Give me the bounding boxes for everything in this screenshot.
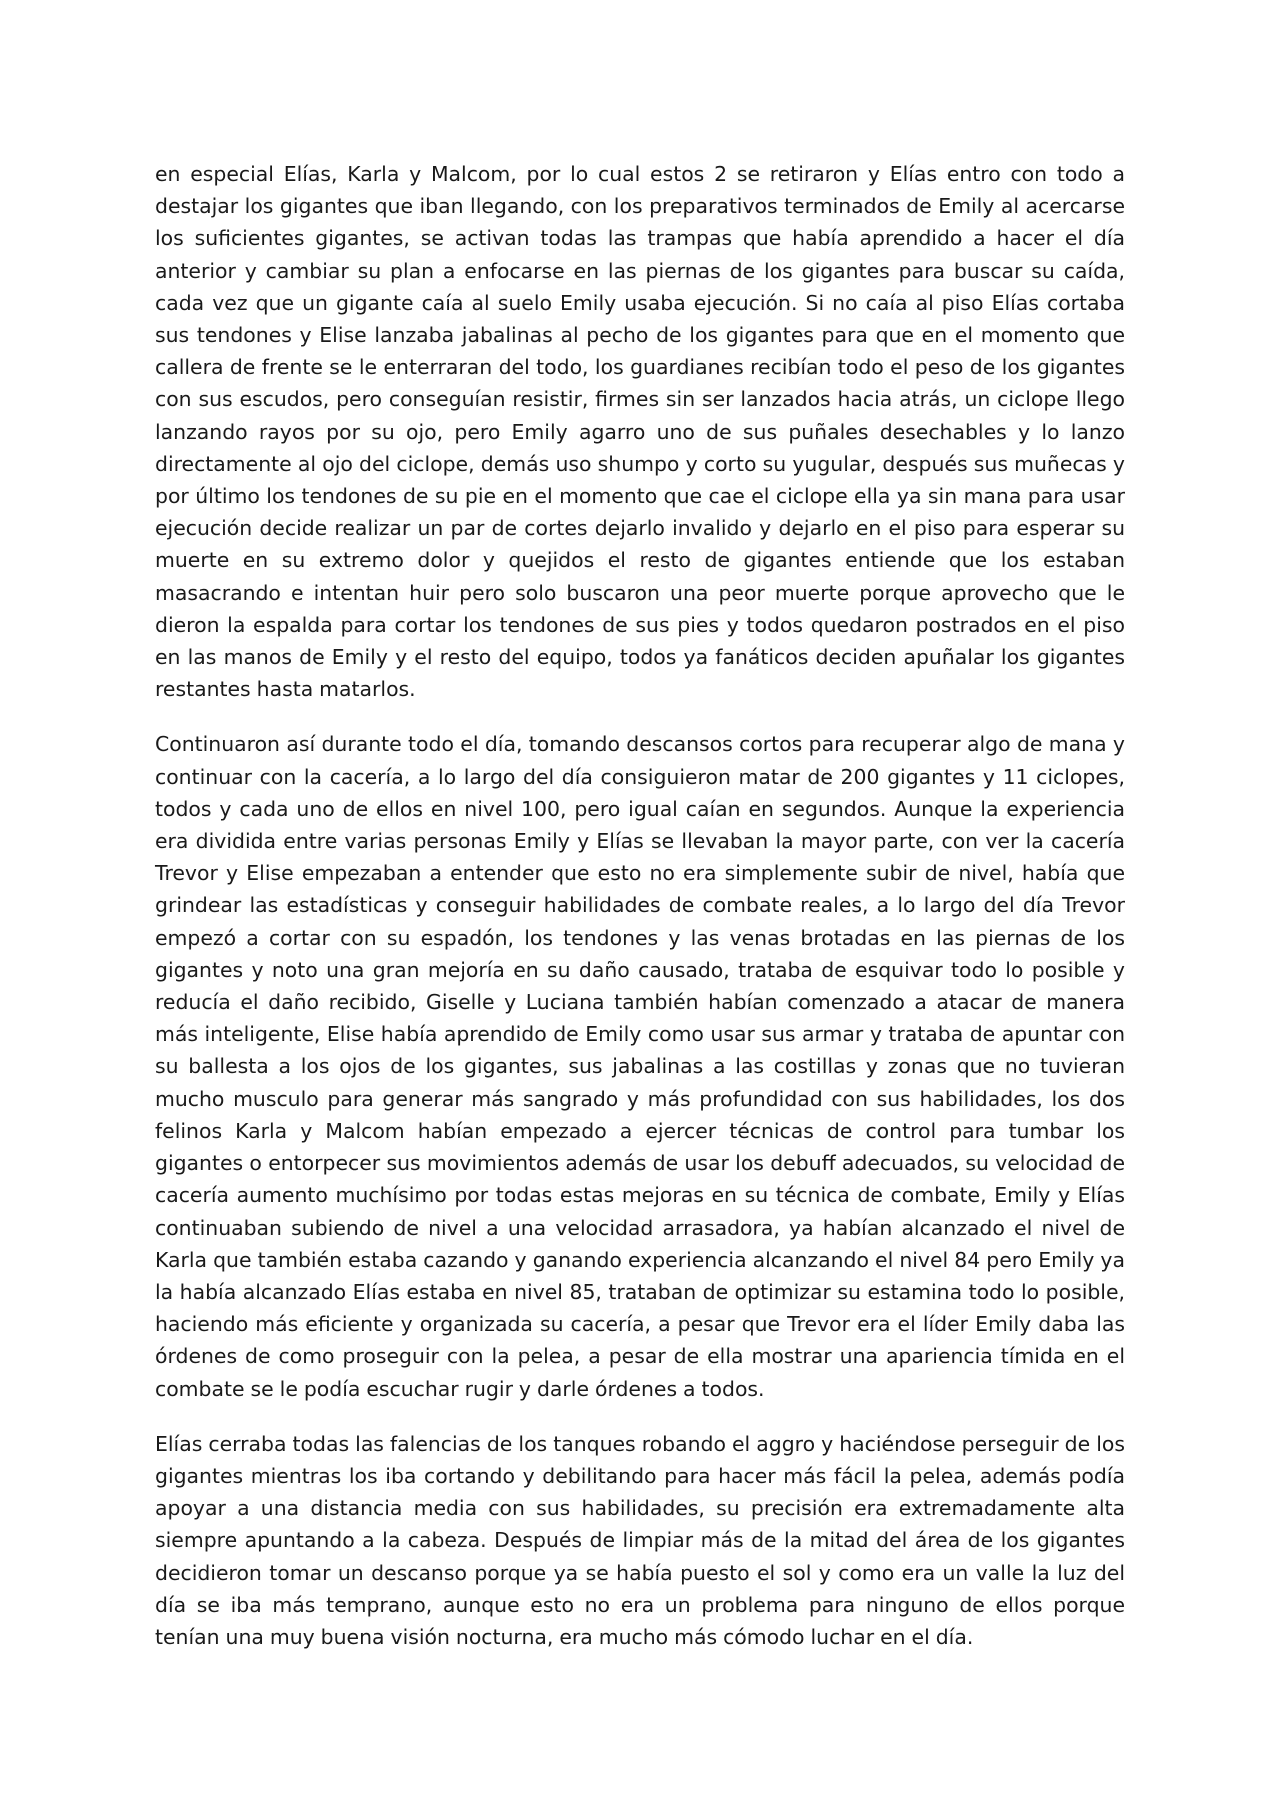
paragraph-3: Elías cerraba todas las falencias de los tanques robando el aggro y haciéndose perseguir de los gigantes mientras los iba cortando y debilitando para hacer más fácil la pelea, además podía apoyar a una distancia media con sus habilidades, su precisión era extremadamente alta siempre apuntando a la cabeza. Después de limpiar más de la mitad del área de los gigantes decidieron tomar un descanso porque ya se había puesto el sol y como era un valle la luz del día se iba más temprano, aunque esto no era un problema para ninguno de ellos porque tenían una muy buena visión nocturna, era mucho más cómodo luchar en el día. <box>155 1431 1125 1649</box>
paragraph-2: Continuaron así durante todo el día, tomando descansos cortos para recuperar algo de mana y continuar con la cacería, a lo largo del día consiguieron matar de 200 gigantes y 11 ciclopes, todos y cada uno de ellos en nivel 100, pero igual caían en segundos. Aunque la experiencia era dividida entre varias personas Emily y Elías se llevaban la mayor parte, con ver la cacería Trevor y Elise empezaban a entender que esto no era simplemente subir de nivel, había que grindear las estadísticas y conseguir habilidades de combate reales, a lo largo del día Trevor empezó a cortar con su espadón, los tendones y las venas brotadas en las piernas de los gigantes y noto una gran mejoría en su daño causado, trataba de esquivar todo lo posible y reducía el daño recibido, Giselle y Luciana también habían comenzado a atacar de manera más inteligente, Elise había aprendido de Emily como usar sus armar y trataba de apuntar con su ballesta a los ojos de los gigantes, sus jabalinas a las costillas y zonas que no tuvieran mucho musculo para generar más sangrado y más profundidad con sus habilidades, los dos felinos Karla y Malcom habían empezado a ejercer técnicas de control para tumbar los gigantes o entorpecer sus movimientos además de usar los debuff adecuados, su velocidad de cacería aumento muchísimo por todas estas mejoras en su técnica de combate, Emily y Elías continuaban subiendo de nivel a una velocidad arrasadora, ya habían alcanzado el nivel de Karla que también estaba cazando y ganando experiencia alcanzando el nivel 84 pero Emily ya la había alcanzado Elías estaba en nivel 85, trataban de optimizar su estamina todo lo posible, haciendo más eficiente y organizada su cacería, a pesar que Trevor era el líder Emily daba las órdenes de como proseguir con la pelea, a pesar de ella mostrar una apariencia tímida en el combate se le podía escuchar rugir y darle órdenes a todos. <box>155 732 1125 1401</box>
document-body <box>155 158 1125 1676</box>
paragraph-1: en especial Elías, Karla y Malcom, por lo cual estos 2 se retiraron y Elías entro con todo a destajar los gigantes que iban llegando, con los preparativos terminados de Emily al acercarse los suficientes gigantes, se activan todas las trampas que había aprendido a hacer el día anterior y cambiar su plan a enfocarse en las piernas de los gigantes para buscar su caída, cada vez que un gigante caía al suelo Emily usaba ejecución. Si no caía al piso Elías cortaba sus tendones y Elise lanzaba jabalinas al pecho de los gigantes para que en el momento que callera de frente se le enterraran del todo, los guardianes recibían todo el peso de los gigantes con sus escudos, pero conseguían resistir, firmes sin ser lanzados hacia atrás, un ciclope llego lanzando rayos por su ojo, pero Emily agarro uno de sus puñales desechables y lo lanzo directamente al ojo del ciclope, demás uso shumpo y corto su yugular, después sus muñecas y por último los tendones de su pie en el momento que cae el ciclope ella ya sin mana para usar ejecución decide realizar un par de cortes dejarlo invalido y dejarlo en el piso para esperar su muerte en su extremo dolor y quejidos el resto de gigantes entiende que los estaban masacrando e intentan huir pero solo buscaron una peor muerte porque aprovecho que le dieron la espalda para cortar los tendones de sus pies y todos quedaron postrados en el piso en las manos de Emily y el resto del equipo, todos ya fanáticos deciden apuñalar los gigantes restantes hasta matarlos. <box>155 162 1125 702</box>
